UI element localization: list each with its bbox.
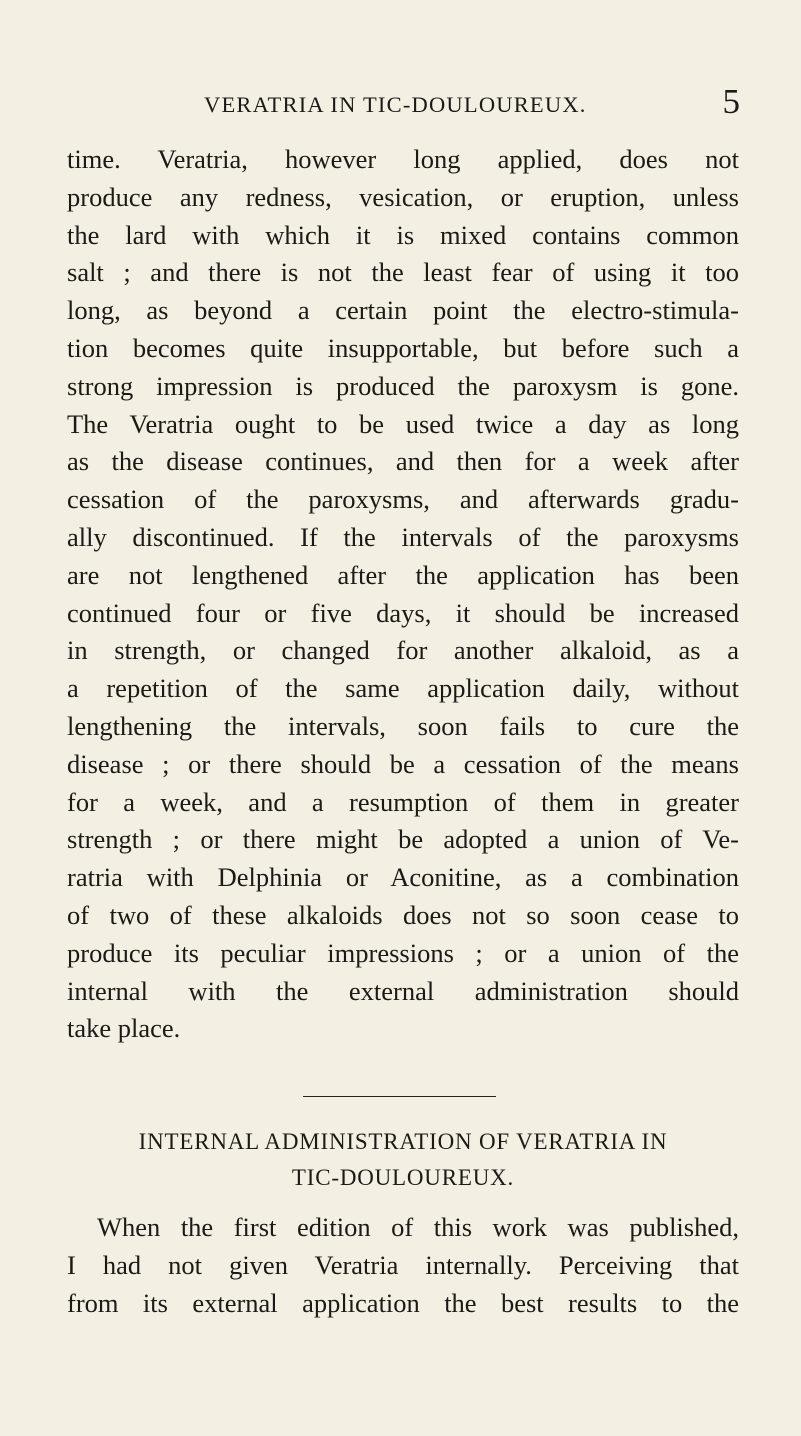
running-head-title: VERATRIA IN TIC-DOULOUREUX. xyxy=(204,92,587,117)
text-line: The Veratria ought to be used twice a day as long xyxy=(67,408,739,439)
section-heading xyxy=(67,1124,739,1196)
text-line: of two of these alkaloids does not so soon cease to xyxy=(67,899,739,930)
text-line: cessation of the paroxysms, and afterwards gradu- xyxy=(67,484,739,515)
text-line: salt ; and there is not the least fear of using it too xyxy=(67,257,739,288)
text-line: the lard with which it is mixed contains common xyxy=(67,219,739,250)
text-line: lengthening the intervals, soon fails to cure the xyxy=(67,710,739,741)
text-line: strong impression is produced the paroxysm is gone. xyxy=(67,370,739,401)
text-line: time. Veratria, however long applied, does not xyxy=(67,144,739,174)
text-line: produce any redness, vesication, or eruption, unless xyxy=(67,181,739,212)
text-line: from its external application the best results to the xyxy=(67,1287,739,1318)
section-heading-line-2: TIC-DOULOUREUX. xyxy=(291,1165,515,1190)
section-divider xyxy=(303,1096,496,1097)
page-number: 5 xyxy=(722,82,740,121)
text-line: a repetition of the same application daily, without xyxy=(67,673,739,704)
text-line: I had not given Veratria internally. Perceiving that xyxy=(67,1249,739,1280)
text-line: produce its peculiar impressions ; or a union of the xyxy=(67,937,739,968)
text-line: tion becomes quite insupportable, but before such a xyxy=(67,332,739,363)
text-line: ally discontinued. If the intervals of the paroxysms xyxy=(67,521,739,552)
section-heading-line-1: INTERNAL ADMINISTRATION OF VERATRIA IN xyxy=(138,1129,668,1154)
text-line: as the disease continues, and then for a week after xyxy=(67,446,739,477)
text-line: strength ; or there might be adopted a union of Ve- xyxy=(67,824,739,855)
text-line: disease ; or there should be a cessation of the means xyxy=(67,748,739,779)
text-line: for a week, and a resumption of them in greater xyxy=(67,786,739,817)
text-line: ratria with Delphinia or Aconitine, as a combination xyxy=(67,862,739,893)
text-line: internal with the external administration should xyxy=(67,975,739,1006)
text-line: continued four or five days, it should be increased xyxy=(67,597,739,628)
paragraph-1 xyxy=(67,141,739,1048)
running-head xyxy=(100,82,740,130)
text-line: are not lengthened after the application has been xyxy=(67,559,739,590)
text-line: in strength, or changed for another alkaloid, as a xyxy=(67,635,739,666)
text-line: long, as beyond a certain point the electro-stimula- xyxy=(67,295,739,326)
text-line: When the first edition of this work was published, xyxy=(97,1212,739,1242)
paragraph-2 xyxy=(67,1209,739,1322)
text-line: take place. xyxy=(67,1013,181,1044)
